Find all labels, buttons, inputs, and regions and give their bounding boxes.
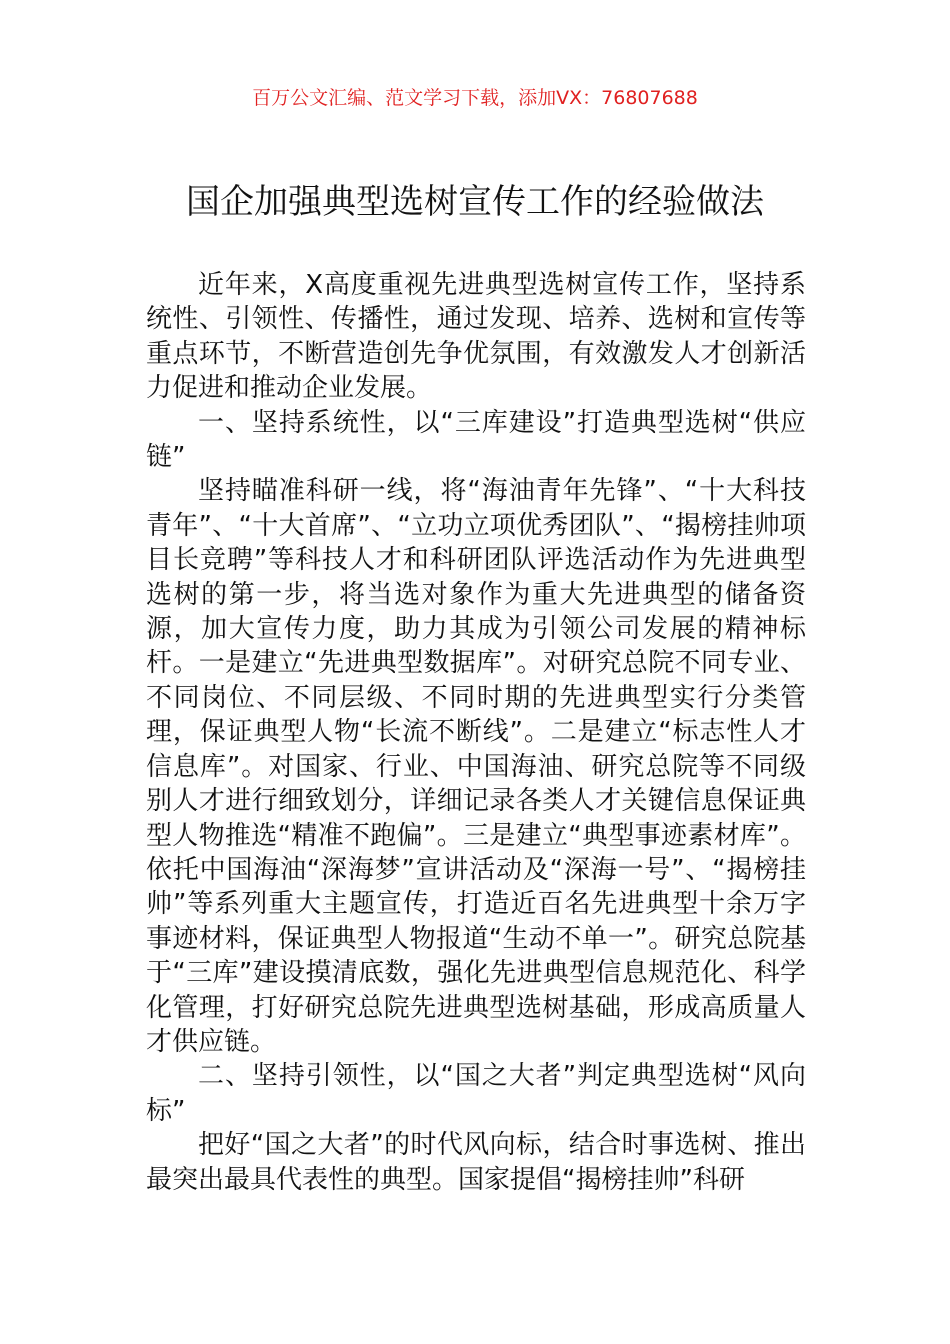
intro-paragraph: 近年来，X高度重视先进典型选树宣传工作，坚持系统性、引领性、传播性，通过发现、培养、选树和宣传等重点环节，不断营造创先争优氛围，有效激发人才创新活力促进和推动企业发展。 [146, 270, 806, 404]
section-1-paragraph: 坚持瞄准科研一线，将“海油青年先锋”、“十大科技青年”、“十大首席”、“立功立项优秀团队”、“揭榜挂帅项目长竞聘”等科技人才和科研团队评选活动作为先进典型选树的第一步，将当选对象作为重大先进典型的储备资源，加大宣传力度，助力其成为引领公司发展的精神标杆。一是建立“先进典型数据库”。对研究总院不同专业、不同岗位、不同层级、不同时期的先进典型实行分类管理，保证典型人物“长流不断线”。二是建立“标志性人才信息库”。对国家、行业、中国海油、研究总院等不同级别人才进行细致划分，详细记录各类人才关键信息保证典型人物推选“精准不跑偏”。三是建立“典型事迹素材库”。依托中国海油“深海梦”宣讲活动及“深海一号”、“揭榜挂帅”等系列重大主题宣传，打造近百名先进典型十余万字事迹材料，保证典型人物报道“生动不单一”。研究总院基于“三库”建设摸清底数，强化先进典型信息规范化、科学化管理，打好研究总院先进典型选树基础，形成高质量人才供应链。 [146, 476, 806, 1057]
section-heading-1: 一、坚持系统性，以“三库建设”打造典型选树“供应链” [146, 407, 806, 473]
section-2-paragraph: 把好“国之大者”的时代风向标，结合时事选树、推出最突出最具代表性的典型。国家提倡“揭榜挂帅”科研 [146, 1130, 806, 1195]
header-watermark-note: 百万公文汇编、范文学习下载，添加VX：76807688 [252, 87, 698, 109]
section-heading-2: 二、坚持引领性，以“国之大者”判定典型选树“风向标” [146, 1061, 806, 1126]
document-title: 国企加强典型选树宣传工作的经验做法 [186, 182, 764, 222]
document-body [146, 268, 806, 1197]
